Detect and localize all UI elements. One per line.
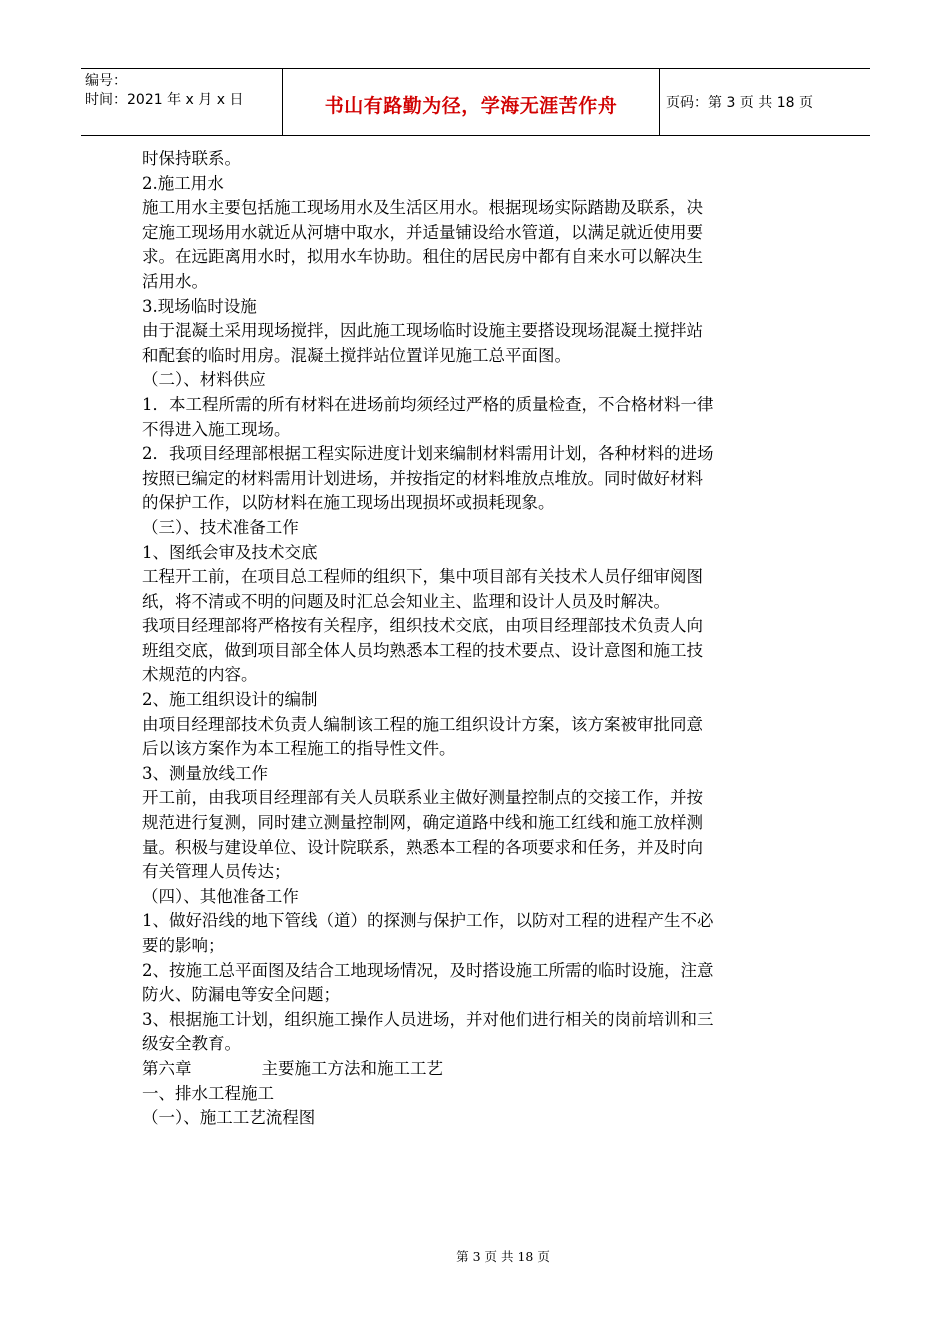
footer-page-number: 第 3 页 共 18 页 (456, 1249, 550, 1264)
body-line: 求。在远距离用水时，拟用水车协助。租住的居民房中都有自来水可以解决生 (142, 247, 703, 267)
body-line: 后以该方案作为本工程施工的指导性文件。 (142, 739, 456, 759)
body-line: 2、施工组织设计的编制 (142, 690, 318, 710)
chapter-heading (142, 1057, 808, 1082)
body-line: 开工前，由我项目经理部有关人员联系业主做好测量控制点的交接工作，并按 (142, 788, 703, 808)
body-line: 规范进行复测，同时建立测量控制网，确定道路中线和施工红线和施工放样测 (142, 813, 703, 833)
body-line: 由于混凝土采用现场搅拌，因此施工现场临时设施主要搭设现场混凝土搅拌站 (142, 321, 703, 341)
body-line: 1．本工程所需的所有材料在进场前均须经过严格的质量检查，不合格材料一律 (142, 394, 714, 414)
body-line: （四）、其他准备工作 (142, 886, 299, 906)
body-line: （二）、材料供应 (142, 370, 266, 390)
body-line: 我项目经理部将严格按有关程序，组织技术交底，由项目经理部技术负责人向 (142, 616, 703, 636)
body-line: 级安全教育。 (142, 1034, 241, 1054)
body-line: 2．我项目经理部根据工程实际进度计划来编制材料需用计划，各种材料的进场 (142, 444, 714, 464)
document-body (142, 147, 808, 1131)
body-line: 纸，将不清或不明的问题及时汇总会知业主、监理和设计人员及时解决。 (142, 591, 670, 611)
body-line: 3.现场临时设施 (142, 296, 257, 316)
body-line: 1、做好沿线的地下管线（道）的探测与保护工作，以防对工程的进程产生不必 (142, 911, 714, 931)
chapter-number: 第六章 (142, 1058, 192, 1078)
body-line: 和配套的临时用房。混凝土搅拌站位置详见施工总平面图。 (142, 345, 571, 365)
body-line: 要的影响； (142, 936, 225, 955)
body-line: 活用水。 (142, 271, 208, 291)
body-line: 不得进入施工现场。 (142, 419, 291, 439)
body-line: 3、根据施工计划，组织施工操作人员进场，并对他们进行相关的岗前培训和三 (142, 1009, 714, 1029)
body-line: 定施工现场用水就近从河塘中取水，并适量铺设给水管道，以满足就近使用要 (142, 222, 703, 242)
section-heading: 一、排水工程施工 (142, 1083, 274, 1103)
body-line: 量。积极与建设单位、设计院联系，熟悉本工程的各项要求和任务，并及时向 (142, 837, 703, 857)
body-line: 班组交底，做到项目部全体人员均熟悉本工程的技术要点、设计意图和施工技 (142, 640, 703, 660)
body-line: 时保持联系。 (142, 149, 241, 168)
page-footer (0, 1247, 950, 1265)
header-page-info: 页码：第 3 页 共 18 页 (666, 95, 813, 111)
chapter-title: 主要施工方法和施工工艺 (261, 1058, 443, 1078)
header-page-cell (660, 69, 870, 135)
body-line: 2、按施工总平面图及结合工地现场情况，及时搭设施工所需的临时设施，注意 (142, 960, 714, 980)
body-line: 1、图纸会审及技术交底 (142, 542, 318, 562)
body-line: 术规范的内容。 (142, 665, 258, 685)
subsection-heading: （一）、施工工艺流程图 (142, 1108, 316, 1128)
body-line: 按照已编定的材料需用计划进场，并按指定的材料堆放点堆放。同时做好材料 (142, 468, 703, 488)
body-line: （三）、技术准备工作 (142, 517, 299, 537)
body-line: 由项目经理部技术负责人编制该工程的施工组织设计方案，该方案被审批同意 (142, 714, 703, 734)
body-line: 有关管理人员传达； (142, 862, 291, 882)
page-header (81, 68, 870, 136)
body-line: 工程开工前，在项目总工程师的组织下，集中项目部有关技术人员仔细审阅图 (142, 567, 703, 587)
body-line: 防火、防漏电等安全问题； (142, 985, 340, 1005)
document-number-label: 编号： (85, 73, 127, 89)
document-date-label: 时间：2021 年 x 月 x 日 (85, 92, 244, 108)
body-line: 施工用水主要包括施工现场用水及生活区用水。根据现场实际踏勘及联系，决 (142, 198, 703, 218)
header-meta-cell (81, 69, 283, 135)
header-motto: 书山有路勤为径，学海无涯苦作舟 (324, 94, 618, 117)
body-line: 的保护工作，以防材料在施工现场出现损坏或损耗现象。 (142, 493, 555, 513)
header-motto-cell (283, 69, 660, 135)
body-line: 3、测量放线工作 (142, 763, 268, 783)
body-line: 2.施工用水 (142, 173, 224, 193)
